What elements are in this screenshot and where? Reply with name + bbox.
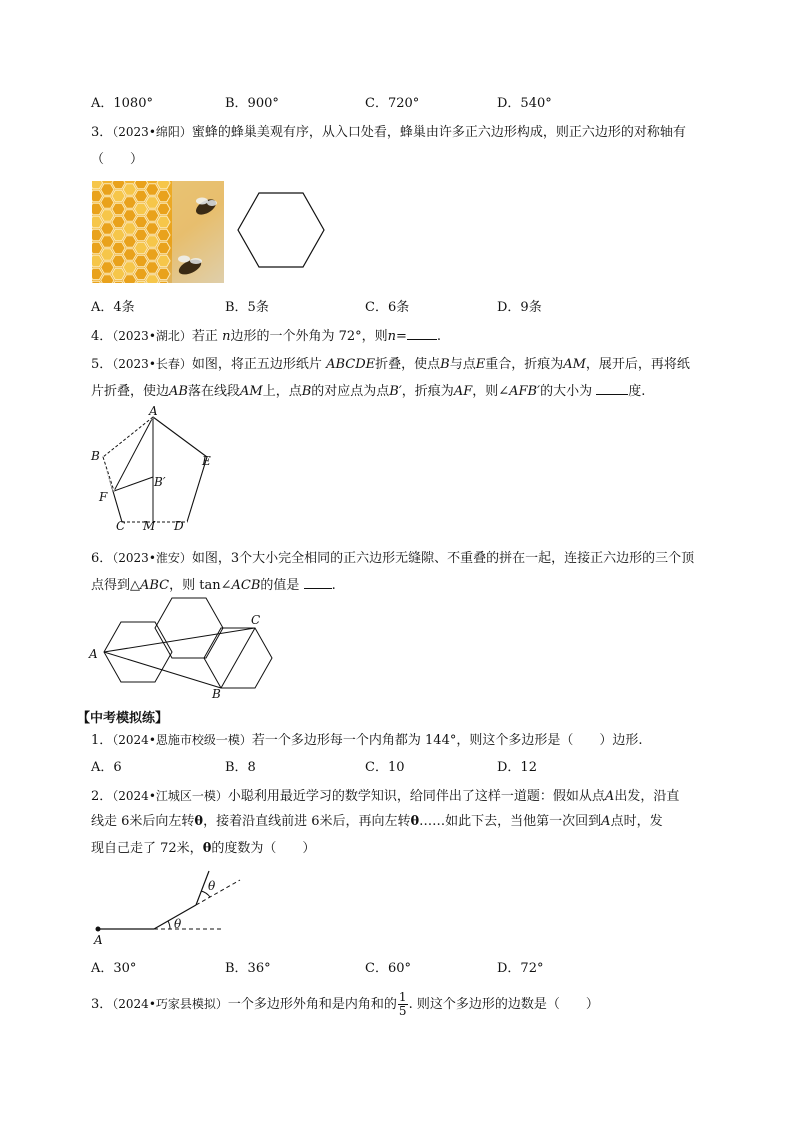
label-B: B (212, 687, 221, 700)
prev-option-c: C．720° (365, 96, 420, 111)
honeycomb-cell (134, 242, 147, 254)
m1-option-c: C．10 (365, 760, 405, 775)
q6-stem-line2: 点得到△ABC，则 tan∠ACB的值是 . (91, 578, 336, 593)
honeycomb-cell (123, 223, 136, 234)
honeycomb-cell (101, 210, 114, 221)
honeycomb-cell (101, 249, 114, 261)
honeycomb-cell (157, 229, 170, 241)
label-D: D (174, 519, 184, 533)
honeycomb-cell (157, 242, 170, 254)
honeycomb-cells (92, 181, 170, 283)
label-A: A (149, 405, 158, 418)
q3-option-b: B．5条 (225, 300, 269, 315)
m2-stem-line1: 2．（2024•江城区一模）小聪利用最近学习的数学知识，给同伴出了这样一道题：假如从点A出发，沿直 (91, 789, 680, 804)
honeycomb-cell (134, 190, 147, 201)
honeycomb-cell (157, 190, 170, 201)
honeycomb-cell (146, 249, 159, 261)
honeycomb-cell (134, 203, 147, 214)
honeycomb-cell (146, 223, 159, 234)
label-B: B (91, 449, 100, 463)
section-title: 【中考模拟练】 (77, 711, 169, 726)
q6-answer-blank[interactable] (304, 576, 332, 589)
m1-option-b: B．8 (225, 760, 256, 775)
honeycomb-cell (157, 268, 170, 279)
honeycomb-cell (112, 242, 125, 254)
prev-option-d: D．540° (497, 96, 552, 111)
m2-option-d: D．72° (497, 961, 544, 976)
label-C: C (251, 613, 261, 627)
label-theta-1: θ (174, 917, 182, 931)
honeycomb-cell (123, 184, 136, 195)
honeycomb-cell (146, 197, 159, 208)
q4-stem: 4．（2023•湖北）若正 n边形的一个外角为 72°，则n= . (91, 329, 442, 344)
q5-answer-blank[interactable] (596, 382, 628, 395)
honeycomb-cell (112, 229, 125, 241)
prev-option-b: B．900° (225, 96, 279, 111)
label-A: A (89, 647, 98, 661)
honeycomb-cell (134, 216, 147, 227)
q4-answer-blank[interactable] (407, 327, 437, 340)
honeycomb-cell (146, 236, 159, 248)
honeycomb-cell (112, 203, 125, 214)
label-E: E (202, 454, 211, 468)
q5-stem-line1: 5．（2023•长春）如图，将正五边形纸片 ABCDE折叠，使点B与点E重合，折痕为AM，展开后，再将纸 (91, 357, 690, 372)
m2-stem-line3: 现自己走了 72米，θ的度数为（ ） (91, 841, 316, 856)
honeycomb-cell (112, 216, 125, 227)
honeycomb-cell (112, 268, 125, 279)
q3-paren: （ ） (91, 152, 144, 167)
honeycomb-cell (157, 203, 170, 214)
honeycomb-cell (123, 197, 136, 208)
honeycomb-cell (112, 190, 125, 201)
three-hexagons-figure (85, 596, 275, 700)
q3-option-a: A．4条 (91, 300, 135, 315)
honeycomb-photo (92, 181, 224, 283)
honeycomb-cell (101, 197, 114, 208)
pentagon-fold-figure (85, 405, 225, 535)
q3-stem: 3．（2023•绵阳）蜜蜂的蜂巢美观有序，从入口处看，蜂巢由许多正六边形构成，则正六边形的对称轴有 (91, 125, 686, 140)
m1-stem: 1．（2024•恩施市校级一模）若一个多边形每一个内角都为 144°，则这个多边形是（ ）边形. (91, 733, 643, 748)
m1-option-d: D．12 (497, 760, 537, 775)
label-A: A (94, 933, 103, 947)
honeycomb-cell (146, 262, 159, 274)
prev-option-a: A．1080° (91, 96, 153, 111)
m3-stem: 3．（2024•巧家县模拟）一个多边形外角和是内角和的 $\frac{1}{5}$ . 则这个多边形的边数是（ ） (91, 990, 599, 1018)
turning-path-figure (88, 866, 248, 948)
honeycomb-cell (101, 223, 114, 234)
q5-stem-line2: 片折叠，使边AB落在线段AM上，点B的对应点为点B′，折痕为AF，则∠AFB′的大小为 度. (91, 384, 646, 399)
honeycomb-cell (101, 236, 114, 248)
honeycomb-cell (123, 249, 136, 261)
honeycomb-cell (101, 184, 114, 195)
q3-option-c: C．6条 (365, 300, 410, 315)
honeycomb-cell (123, 262, 136, 274)
honeycomb-cell (146, 184, 159, 195)
label-B-prime: B′ (154, 475, 166, 489)
honeycomb-cell (112, 255, 125, 267)
honeycomb-cell (101, 262, 114, 274)
m2-option-b: B．36° (225, 961, 271, 976)
label-C: C (116, 519, 126, 533)
honeycomb-cell (157, 255, 170, 267)
honeycomb-cell (134, 255, 147, 267)
q3-option-d: D．9条 (497, 300, 542, 315)
honeycomb-cell (123, 210, 136, 221)
m2-option-c: C．60° (365, 961, 411, 976)
label-theta-2: θ (208, 879, 216, 893)
honeycomb-cell (134, 268, 147, 279)
honeycomb-cell (157, 216, 170, 227)
q6-stem-line1: 6．（2023•淮安）如图，3个大小完全相同的正六边形无缝隙、不重叠的拼在一起，连接正六边形的三个顶 (91, 551, 695, 566)
m1-option-a: A．6 (91, 760, 122, 775)
honeycomb-cell (134, 229, 147, 241)
label-M: M (143, 519, 156, 533)
m2-option-a: A．30° (91, 961, 137, 976)
regular-hexagon-figure (235, 190, 327, 270)
honeycomb-cell (123, 236, 136, 248)
honeycomb-cell (146, 210, 159, 221)
fraction-one-fifth: $\frac{1}{5}$ (398, 990, 407, 1018)
label-F: F (99, 490, 108, 504)
m2-stem-line2: 线走 6米后向左转θ，接着沿直线前进 6米后，再向左转θ……如此下去，当他第一次回到A点时，发 (91, 814, 663, 829)
